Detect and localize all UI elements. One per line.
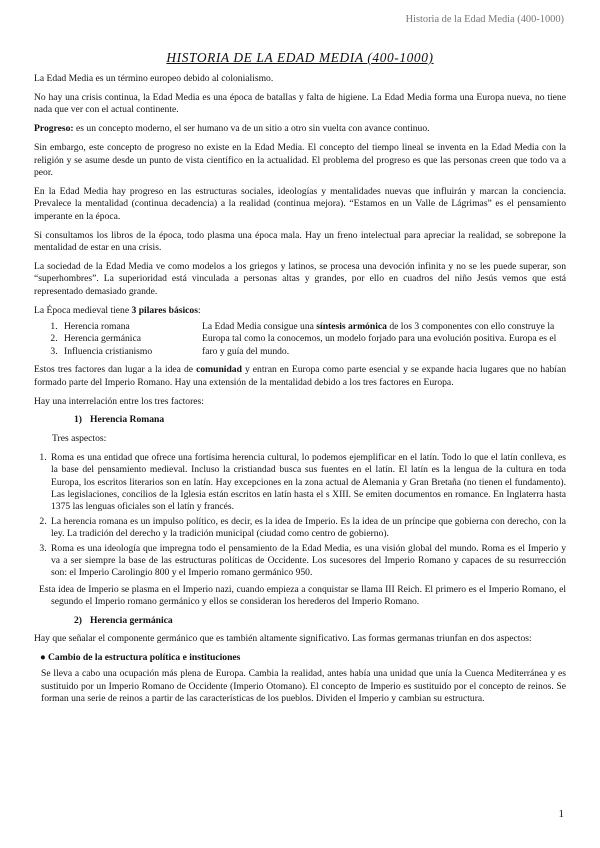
imperio-idea-paragraph: Esta idea de Imperio se plasma en el Imperio nazi, cuando empieza a conquistar se llama III Reich. El primero es el Imperio Romano, el segundo el Imperio romano germánico y ellos se consideran los herederos del Imperio Romano. [39,583,566,608]
intro-paragraph-5: Si consultamos los libros de la época, todo plasma una época mala. Hay un freno intelectual para apreciar la realidad, se sobrepone la mentalidad de estar en una crisis. [34,229,566,253]
intro-paragraph-6: La sociedad de la Edad Media ve como modelos a los griegos y latinos, se procesa una devoción infinita y no se les puede superar, son “superhombres”. La superioridad está vinculada a personas altas y grandes, por ello en cuadros del niño Jesús vemos que está representado demasiado grande. [34,260,566,297]
section-2-title: Herencia germánica [90,614,173,626]
progreso-label: Progreso: [34,123,74,135]
pillars-desc-bold: síntesis armónica [316,321,387,332]
section-2-number: 2) [74,614,82,626]
community-paragraph: Estos tres factores dan lugar a la idea de comunidad y entran en Europa como parte esencial y se expande hacia lugares que no habían formado parte del Imperio Romano. Hay una extensión de la mentalidad debido a los tres factores en Europa. [34,364,566,388]
pillars-list [34,321,200,358]
pillar-item: 3. Influencia cristianismo [60,346,200,358]
section-2-heading [74,615,566,627]
list-item: 2. La herencia romana es un impulso político, es decir, es la idea de Imperio. Es la idea de un príncipe que gobierna con derecho, con la ley. La tradición del derecho y la tradición municipal (ciudad como centro de gobierno). [49,516,566,541]
progreso-text: es un concepto moderno, el ser humano va de un sitio a otro sin vuelta con avance continuo. [73,123,430,135]
section-2-paragraph: Se lleva a cabo una ocupación más plena de Europa. Cambia la realidad, antes había una unidad que unía la Cuenca Mediterránea y es sustituido por un Imperio Romano de Occidente (Imperio Otomano). El concepto de Imperio es sustituido por el concepto de reinos. Se forman una serie de reinos a partir de las características de los pueblos. Dividen el Imperio y cambian su estructura. [41,668,566,705]
pillar-item: 1. Herencia romana [60,321,200,333]
bullet-icon: ● [40,651,46,663]
section-1-aspects: Tres aspectos: [52,432,107,444]
intro-paragraph-3: Sin embargo, este concepto de progreso no existe en la Edad Media. El concepto del tiempo lineal se inventa en la Edad Media con la religión y se asume desde un punto de vista científico en la actualidad. El problema del progreso es que las personas creen que todo va a peor. [34,142,566,178]
section-1-heading [74,414,566,426]
interrelation-paragraph: Hay una interrelación entre los tres factores: [34,395,204,407]
intro-paragraph-1: La Edad Media es un término europeo debido al colonialismo. [34,73,274,84]
document-body [34,50,566,712]
section-1-title: Herencia Romana [90,414,165,426]
section-1-number: 1) [74,414,82,426]
pillars-description: La Edad Media consigue una síntesis armónica de los 3 componentes con ello construye la Europa tal como la conocemos, un modelo forjado para una evolución positiva. Europa es el faro y guía del mundo. [202,321,557,357]
progreso-definition [34,123,566,135]
section-2-intro: Hay que señalar el componente germánico que es también altamente significativo. Las formas germanas triunfan en dos aspectos: [34,633,532,645]
pillar-item: 2. Herencia germánica [60,333,200,345]
pillars-block [34,321,566,358]
list-item: 3. Roma es una ideología que impregna todo el pensamiento de la Edad Media, es una visión global del mundo. Roma es el Imperio y va a ser siempre la base de las estructuras políticas de Occidente. Los sucesores del Imperio Romano y capaces de su resurrección son: el Imperio Carolingio 800 y el Imperio romano germánico 950. [49,543,566,580]
section-1-list [34,452,566,580]
pillars-lead-bold: 3 pilares básicos [131,304,198,316]
community-bold: comunidad [196,364,242,376]
intro-paragraph-2: No hay una crisis continua, la Edad Media es una época de batallas y falta de higiene. La Edad Media forma una Europa nueva, no tiene nada que ver con el actual continente. [34,91,566,116]
section-2-subheading-text: Cambio de la estructura política e instituciones [48,651,241,663]
page-number: 1 [558,808,564,820]
intro-paragraph-4: En la Edad Media hay progreso en las estructuras sociales, ideologías y mentalidades nuevas que influirán y marcan la conciencia. Prevalece la mentalidad (continua decadencia) a la realidad (continua mejora). “Estamos en un Valle de Lágrimas” es el pensamiento imperante en la época. [34,185,566,222]
running-header: Historia de la Edad Media (400-1000) [405,14,564,25]
pillars-lead: La Época medieval tiene 3 pilares básicos: [34,304,201,316]
list-item: 1. Roma es una entidad que ofrece una fortísima herencia cultural, lo podemos ejemplificar en el latín. Todo lo que el latín conlleva, es la base del pensamiento medieval. Incluso la cristiandad busca sus fuentes en el latín. El latín es la lengua de la cultura en toda Europa, los escritos literarios son en latín. Hay excepciones en la zona actual de Alemania y Gran Bretaña (no tienen el fundamento). Las legislaciones, concilios de la Iglesia están escritos en latín hasta el s XIII. Se emiten documentos en romance. En Inglaterra hasta 1375 las lenguas oficiales son el latín y francés. [49,452,566,514]
section-2-subheading [40,652,566,664]
document-title: HISTORIA DE LA EDAD MEDIA (400-1000) [166,50,434,65]
